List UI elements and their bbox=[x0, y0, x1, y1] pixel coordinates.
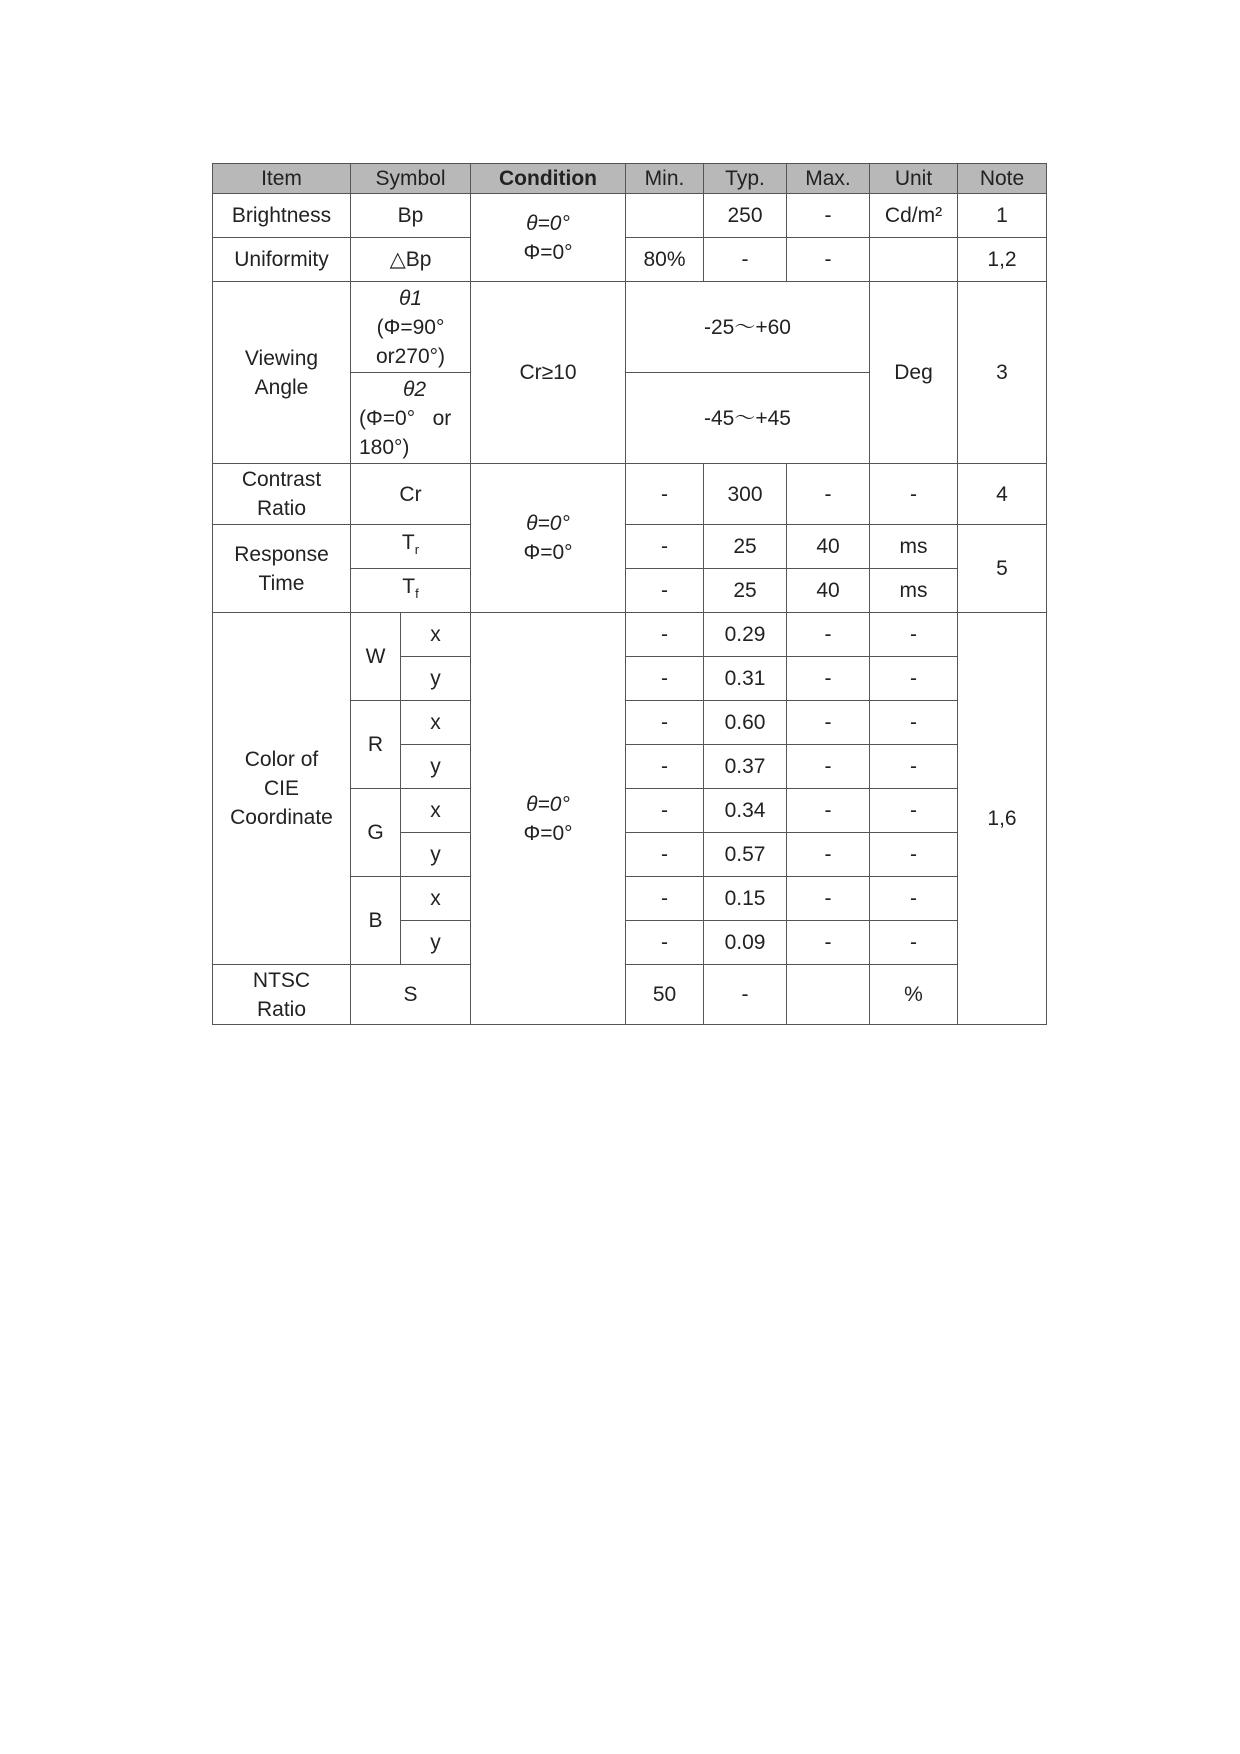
contrast-item-line1: Contrast bbox=[241, 468, 322, 491]
response-item bbox=[213, 525, 351, 613]
header-item: Item bbox=[213, 164, 351, 194]
cie-unit: - bbox=[870, 877, 958, 921]
optical-spec-table bbox=[212, 163, 1047, 1025]
cie-min: - bbox=[626, 921, 704, 965]
viewing-range-theta1: -25～+60 bbox=[626, 282, 870, 373]
condition-phi: Φ=0° bbox=[523, 541, 573, 564]
uniformity-typ: - bbox=[704, 238, 787, 282]
tr-unit: ms bbox=[870, 525, 958, 569]
cie-color-r: R bbox=[351, 701, 401, 789]
contrast-unit: - bbox=[870, 464, 958, 525]
cie-color-w: W bbox=[351, 613, 401, 701]
uniformity-item: Uniformity bbox=[213, 238, 351, 282]
contrast-typ: 300 bbox=[704, 464, 787, 525]
cie-unit: - bbox=[870, 745, 958, 789]
row-uniformity bbox=[213, 238, 1047, 282]
contrast-item bbox=[213, 464, 351, 525]
brightness-note: 1 bbox=[958, 194, 1047, 238]
brightness-min bbox=[626, 194, 704, 238]
brightness-max: - bbox=[787, 194, 870, 238]
ntsc-symbol: S bbox=[351, 965, 471, 1025]
cie-max: - bbox=[787, 613, 870, 657]
cie-color-b: B bbox=[351, 877, 401, 965]
response-symbol-tf bbox=[351, 569, 471, 613]
cie-unit: - bbox=[870, 789, 958, 833]
condition-phi: Φ=0° bbox=[523, 240, 573, 264]
cie-typ: 0.29 bbox=[704, 613, 787, 657]
viewing-item bbox=[213, 282, 351, 464]
uniformity-min: 80% bbox=[626, 238, 704, 282]
response-item-line1: Response bbox=[234, 542, 329, 566]
brightness-typ: 250 bbox=[704, 194, 787, 238]
cie-typ: 0.31 bbox=[704, 657, 787, 701]
response-note: 5 bbox=[958, 525, 1047, 613]
viewing-item-line2: Angle bbox=[254, 375, 309, 399]
cie-unit: - bbox=[870, 833, 958, 877]
cie-axis: x bbox=[401, 877, 471, 921]
cie-min: - bbox=[626, 789, 704, 833]
tr-typ: 25 bbox=[704, 525, 787, 569]
condition-phi: Φ=0° bbox=[523, 821, 573, 845]
header-condition: Condition bbox=[471, 164, 626, 194]
tf-main: T bbox=[402, 575, 416, 599]
condition-theta: θ=0° bbox=[526, 792, 570, 816]
condition-theta: θ=0° bbox=[526, 512, 570, 535]
row-ntsc bbox=[213, 965, 1047, 1025]
condition-contrast-response bbox=[471, 464, 626, 613]
row-cie-w-x bbox=[213, 613, 1047, 657]
uniformity-symbol: △Bp bbox=[351, 238, 471, 282]
brightness-unit: Cd/m² bbox=[870, 194, 958, 238]
tf-typ: 25 bbox=[704, 569, 787, 613]
cie-item bbox=[213, 613, 351, 965]
header-symbol: Symbol bbox=[351, 164, 471, 194]
viewing-item-line1: Viewing bbox=[244, 346, 319, 370]
theta2-label: θ2 bbox=[402, 377, 427, 401]
cie-min: - bbox=[626, 877, 704, 921]
header-row bbox=[213, 164, 1047, 194]
brightness-symbol: Bp bbox=[351, 194, 471, 238]
cie-axis: x bbox=[401, 613, 471, 657]
cie-axis: y bbox=[401, 657, 471, 701]
header-note: Note bbox=[958, 164, 1047, 194]
tf-max: 40 bbox=[787, 569, 870, 613]
theta2-phi-line: (Φ=0° or bbox=[359, 406, 452, 430]
cie-axis: y bbox=[401, 833, 471, 877]
ntsc-item bbox=[213, 965, 351, 1025]
cie-color-g: G bbox=[351, 789, 401, 877]
viewing-note: 3 bbox=[958, 282, 1047, 464]
row-contrast bbox=[213, 464, 1047, 525]
contrast-min: - bbox=[626, 464, 704, 525]
condition-brightness-uniformity bbox=[471, 194, 626, 282]
cie-min: - bbox=[626, 613, 704, 657]
tr-sub: r bbox=[414, 542, 420, 558]
row-response-tr bbox=[213, 525, 1047, 569]
header-min: Min. bbox=[626, 164, 704, 194]
cie-typ: 0.15 bbox=[704, 877, 787, 921]
cie-typ: 0.60 bbox=[704, 701, 787, 745]
cie-axis: y bbox=[401, 745, 471, 789]
contrast-max: - bbox=[787, 464, 870, 525]
ntsc-max bbox=[787, 965, 870, 1025]
row-viewing-angle-1 bbox=[213, 282, 1047, 373]
cie-min: - bbox=[626, 833, 704, 877]
cie-unit: - bbox=[870, 921, 958, 965]
cie-typ: 0.34 bbox=[704, 789, 787, 833]
viewing-unit: Deg bbox=[870, 282, 958, 464]
cie-max: - bbox=[787, 833, 870, 877]
response-item-line2: Time bbox=[258, 571, 305, 595]
cie-max: - bbox=[787, 701, 870, 745]
theta1-or-line: or270°) bbox=[375, 344, 446, 368]
brightness-item: Brightness bbox=[213, 194, 351, 238]
uniformity-note: 1,2 bbox=[958, 238, 1047, 282]
cie-axis: y bbox=[401, 921, 471, 965]
cie-max: - bbox=[787, 657, 870, 701]
cie-item-line3: Coordinate bbox=[230, 806, 333, 829]
ntsc-typ: - bbox=[704, 965, 787, 1025]
cie-item-line1: Color of bbox=[244, 748, 319, 771]
cie-min: - bbox=[626, 657, 704, 701]
cie-note: 1,6 bbox=[958, 613, 1047, 1025]
response-symbol-tr bbox=[351, 525, 471, 569]
cie-max: - bbox=[787, 877, 870, 921]
uniformity-unit bbox=[870, 238, 958, 282]
contrast-item-line2: Ratio bbox=[256, 497, 307, 520]
cie-axis: x bbox=[401, 701, 471, 745]
ntsc-item-line2: Ratio bbox=[256, 997, 307, 1021]
header-max: Max. bbox=[787, 164, 870, 194]
viewing-symbol-theta2 bbox=[351, 373, 471, 464]
header-typ: Typ. bbox=[704, 164, 787, 194]
viewing-condition: Cr≥10 bbox=[471, 282, 626, 464]
theta1-label: θ1 bbox=[398, 286, 423, 310]
cie-typ: 0.09 bbox=[704, 921, 787, 965]
viewing-range-theta2: -45～+45 bbox=[626, 373, 870, 464]
ntsc-min: 50 bbox=[626, 965, 704, 1025]
cie-unit: - bbox=[870, 701, 958, 745]
cie-axis: x bbox=[401, 789, 471, 833]
theta1-phi-line: (Φ=90° bbox=[376, 315, 445, 339]
cie-unit: - bbox=[870, 613, 958, 657]
uniformity-max: - bbox=[787, 238, 870, 282]
cie-min: - bbox=[626, 701, 704, 745]
row-brightness bbox=[213, 194, 1047, 238]
ntsc-unit: % bbox=[870, 965, 958, 1025]
cie-unit: - bbox=[870, 657, 958, 701]
tr-max: 40 bbox=[787, 525, 870, 569]
cie-max: - bbox=[787, 789, 870, 833]
contrast-symbol: Cr bbox=[351, 464, 471, 525]
contrast-note: 4 bbox=[958, 464, 1047, 525]
cie-typ: 0.57 bbox=[704, 833, 787, 877]
tf-min: - bbox=[626, 569, 704, 613]
tr-main: T bbox=[401, 531, 415, 555]
theta2-deg-line: 180°) bbox=[359, 435, 410, 459]
header-unit: Unit bbox=[870, 164, 958, 194]
viewing-symbol-theta1 bbox=[351, 282, 471, 373]
tf-sub: f bbox=[415, 586, 419, 602]
tf-unit: ms bbox=[870, 569, 958, 613]
cie-max: - bbox=[787, 745, 870, 789]
condition-theta: θ=0° bbox=[526, 211, 570, 235]
cie-max: - bbox=[787, 921, 870, 965]
condition-cie bbox=[471, 613, 626, 1025]
cie-item-line2: CIE bbox=[263, 777, 299, 800]
cie-min: - bbox=[626, 745, 704, 789]
ntsc-item-line1: NTSC bbox=[252, 968, 311, 992]
cie-typ: 0.37 bbox=[704, 745, 787, 789]
tr-min: - bbox=[626, 525, 704, 569]
